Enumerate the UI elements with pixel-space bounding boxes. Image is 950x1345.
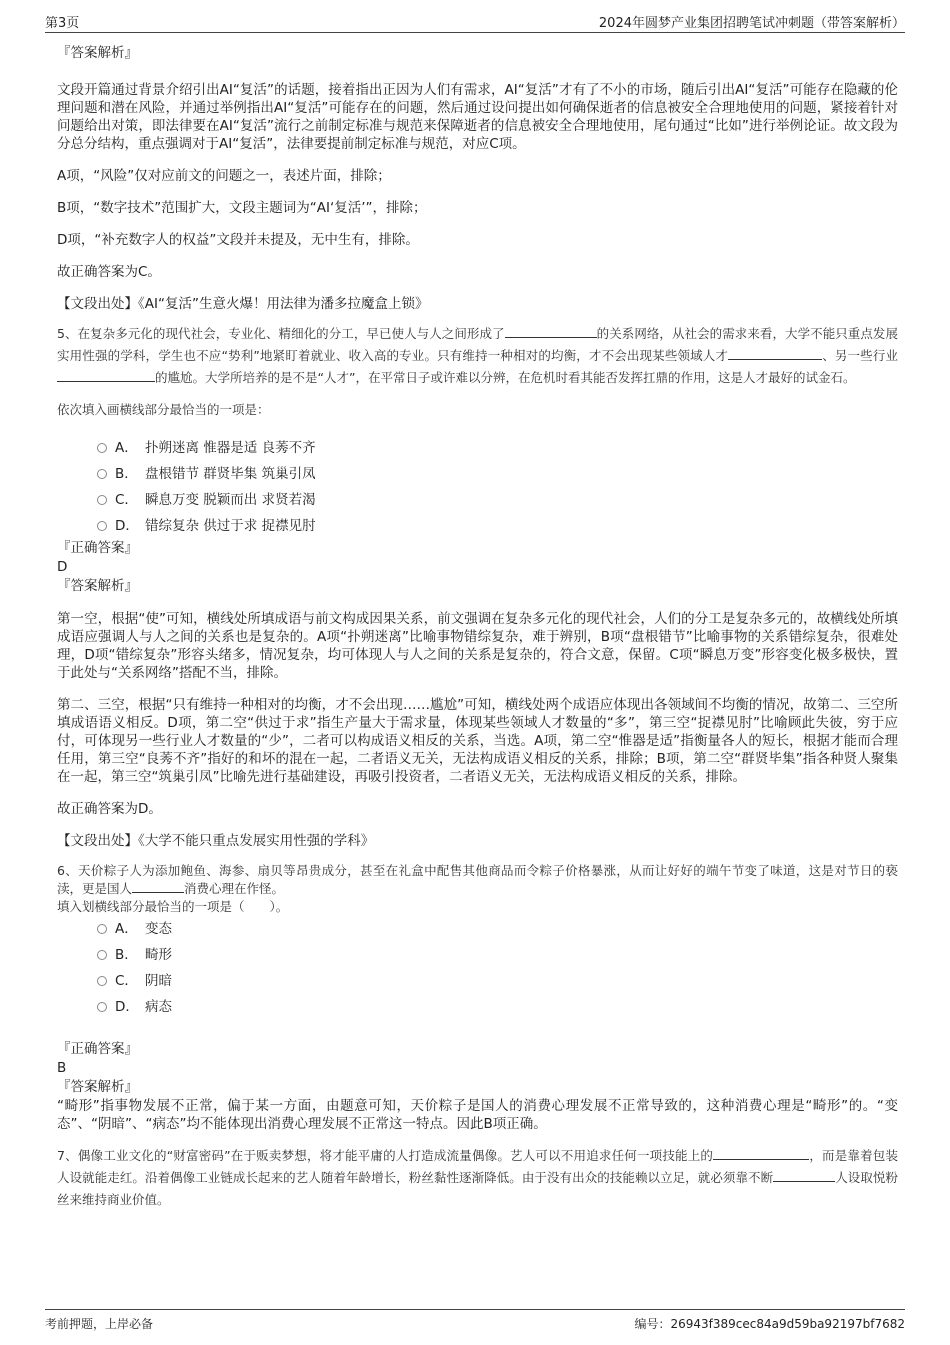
- radio-circle-icon[interactable]: [97, 950, 107, 960]
- document-code: 编号：26943f389cec84a9d59ba92197bf7682: [634, 1317, 905, 1331]
- option-a[interactable]: A． 扑朔迷离 惟器是适 良莠不齐: [95, 435, 898, 461]
- radio-circle-icon[interactable]: [97, 1002, 107, 1012]
- correct-answer-label: 『正确答案』: [57, 1041, 138, 1057]
- radio-circle-icon[interactable]: [97, 469, 107, 479]
- page-footer: [45, 1309, 905, 1334]
- analysis-paragraph: B项，“数字技术”范围扩大，文段主题词为“AI‘复活’”，排除；: [57, 200, 427, 216]
- analysis-paragraph: A项，“风险”仅对应前文的问题之一，表述片面，排除；: [57, 168, 391, 184]
- analysis-paragraph: “畸形”指事物发展不正常，偏于某一方面，由题意可知，天价粽子是国人的消费心理发展不正常导致的，这种消费心理是“畸形”的。“变态”、“阴暗”、“病态”均不能体现出消费心理发展不正常这一特点。因此B项正确。: [57, 1098, 898, 1132]
- page-number: 第3页: [45, 16, 80, 31]
- option-b[interactable]: B． 畸形: [95, 942, 898, 968]
- fill-blank: [132, 880, 184, 893]
- source-citation: 【文段出处】《AI“复活”生意火爆！用法律为潘多拉魔盒上锁》: [57, 296, 429, 312]
- document-body: [57, 44, 898, 1211]
- page-header: [45, 10, 905, 33]
- analysis-paragraph: 第一空，根据“使”可知，横线处所填成语与前文构成因果关系，前文强调在复杂多元化的现代社会，人们的分工是复杂多元的，故横线处所填成语应强调人与人之间的关系也是复杂的。A项“扑朔迷离”比喻事物错综复杂，难于辨别，B项“盘根错节”比喻事物的关系错综复杂，很难处理，D项“错综复杂”形容头绪多，情况复杂，均可体现人与人之间的关系是复杂的，符合文意，保留。C项“瞬息万变”形容变化极多极快，置于此处与“关系网络”搭配不当，排除。: [57, 611, 898, 681]
- correct-answer-label: 『正确答案』: [57, 540, 138, 556]
- radio-circle-icon[interactable]: [97, 924, 107, 934]
- option-a[interactable]: A． 变态: [95, 916, 898, 942]
- fill-blank: [505, 325, 597, 338]
- analysis-label: 『答案解析』: [57, 578, 138, 594]
- radio-circle-icon[interactable]: [97, 495, 107, 505]
- correct-answer: D: [57, 559, 68, 575]
- analysis-label: 『答案解析』: [57, 1079, 138, 1095]
- option-c[interactable]: C． 阴暗: [95, 968, 898, 994]
- question-6-options: [95, 916, 898, 1020]
- fill-blank: [57, 369, 155, 382]
- analysis-paragraph: 文段开篇通过背景介绍引出AI“复活”的话题，接着指出正因为人们有需求，AI“复活”才有了不小的市场，随后引出AI“复活”可能存在隐藏的伦理问题和潜在风险，并通过举例指出AI“复活”可能存在的问题，然后通过设问提出如何确保逝者的信息被安全合理地使用的问题，紧接着针对问题给出对策，即法律要在AI“复活”流行之前制定标准与规范来保障逝者的信息被安全合理地使用，尾句通过“比如”进行举例论证。故文段为分总分结构，重点强调对于AI“复活”，法律要提前制定标准与规范，对应C项。: [57, 82, 898, 152]
- radio-circle-icon[interactable]: [97, 443, 107, 453]
- fill-blank: [728, 347, 822, 360]
- fill-blank: [773, 1169, 835, 1182]
- radio-circle-icon[interactable]: [97, 976, 107, 986]
- question-6-stem: 6、天价粽子人为添加鲍鱼、海参、扇贝等昂贵成分，甚至在礼盒中配售其他商品而令粽子价格暴涨，从而让好好的端午节变了味道，这是对节日的亵渎，更是国人 消费心理在作怪。: [57, 863, 898, 896]
- answer-statement: 故正确答案为C。: [57, 264, 161, 280]
- answer-statement: 故正确答案为D。: [57, 801, 162, 817]
- question-6-prompt: 填入划横线部分最恰当的一项是（ ）。: [57, 899, 289, 914]
- option-d[interactable]: D． 错综复杂 供过于求 捉襟见肘: [95, 513, 898, 539]
- footer-slogan: 考前押题，上岸必备: [45, 1317, 154, 1331]
- analysis-paragraph: 第二、三空，根据“只有维持一种相对的均衡，才不会出现……尴尬”可知，横线处两个成语应体现出各领域间不均衡的情况，故第二、三空所填成语语义相反。D项，第二空“供过于求”指生产量大于需求量，体现某些领域人才数量的“多”，第三空“捉襟见肘”比喻顾此失彼，穷于应付，可体现另一些行业人才数量的“少”，二者可以构成语义相反的关系，当选。A项，第二空“惟器是适”指衡量各人的短长，根据才能而合理任用，第三空“良莠不齐”指好的和坏的混在一起，二者语义无关，无法构成语义相反的关系，排除；B项，第二空“群贤毕集”指各种贤人聚集在一起，第三空“筑巢引凤”比喻先进行基础建设，再吸引投资者，二者语义无关，无法构成语义相反的关系，排除。: [57, 697, 898, 785]
- question-5-prompt: 依次填入画横线部分最恰当的一项是：: [57, 402, 270, 417]
- option-d[interactable]: D． 病态: [95, 994, 898, 1020]
- source-citation: 【文段出处】《大学不能只重点发展实用性强的学科》: [57, 833, 375, 849]
- question-5-options: [95, 435, 898, 539]
- radio-circle-icon[interactable]: [97, 521, 107, 531]
- correct-answer: B: [57, 1060, 67, 1076]
- option-b[interactable]: B． 盘根错节 群贤毕集 筑巢引凤: [95, 461, 898, 487]
- document-title: 2024年圆梦产业集团招聘笔试冲刺题（带答案解析）: [598, 16, 905, 31]
- question-5-stem: 5、在复杂多元化的现代社会，专业化、精细化的分工，早已使人与人之间形成了 的关系网络，从社会的需求来看，大学不能只重点发展实用性强的学科，学生也不应“势利”地紧盯着就业、收入高的专业。只有维持一种相对的均衡，才不会出现某些领域人才 、另一些行业的尴尬。大学所培养的是不是“人才”，在平常日子或许难以分辨，在危机时看其能否发挥扛鼎的作用，这是人才最好的试金石。: [57, 326, 898, 385]
- option-c[interactable]: C． 瞬息万变 脱颖而出 求贤若渴: [95, 487, 898, 513]
- analysis-label: 『答案解析』: [57, 45, 138, 61]
- fill-blank: [713, 1147, 809, 1160]
- question-7-stem: 7、偶像工业文化的“财富密码”在于贩卖梦想，将才能平庸的人打造成流量偶像。艺人可以不用追求任何一项技能上的 ，而是靠着包装人设就能走红。沿着偶像工业链成长起来的艺人随着年龄增长，粉丝黏性逐渐降低。由于没有出众的技能赖以立足，就必须靠不断 人设取悦粉丝来维持商业价值。: [57, 1148, 898, 1207]
- analysis-paragraph: D项，“补充数字人的权益”文段并未提及，无中生有，排除。: [57, 232, 419, 248]
